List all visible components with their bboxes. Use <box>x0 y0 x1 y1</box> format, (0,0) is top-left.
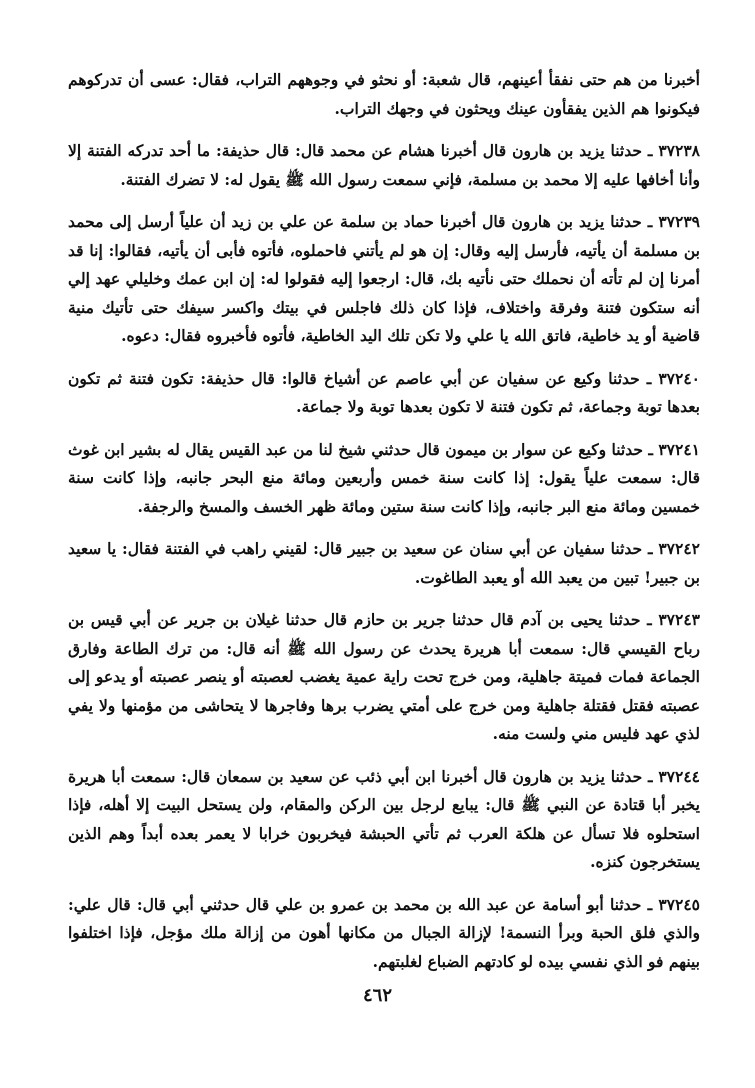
hadith-37241: ٣٧٢٤١ ـ حدثنا وكيع عن سوار بن ميمون قال حدثني شيخ لنا من عبد القيس يقال له بشير ابن غوث قال: سمعت علياً يقول: إذا كانت سنة خمس وأربعين ومائة منع البحر جانبه، وإذا كانت سنة خمسين ومائة منع البر جانبه، وإذا كانت سنة ستين ومائة ظهر الخسف والمسخ والرجفة. <box>68 439 700 516</box>
hadith-37245: ٣٧٢٤٥ ـ حدثنا أبو أسامة عن عبد الله بن محمد بن عمرو بن علي قال حدثني أبي قال: قال علي: والذي فلق الحبة وبرأ النسمة! لإزالة الجبال من مكانها أهون من إزالة ملك مؤجل، فإذا اختلفوا بينهم فو الذي نفسي بيده لو كادتهم الضباع لغلبتهم. <box>68 894 700 971</box>
page-body <box>68 66 700 990</box>
hadith-37240: ٣٧٢٤٠ ـ حدثنا وكيع عن سفيان عن أبي عاصم عن أشياخ قالوا: قال حذيفة: تكون فتنة ثم تكون بعدها توبة وجماعة، ثم تكون فتنة لا تكون بعدها توبة ولا جماعة. <box>68 368 700 416</box>
hadith-37244: ٣٧٢٤٤ ـ حدثنا يزيد بن هارون قال أخبرنا ابن أبي ذئب عن سعيد بن سمعان قال: سمعت أبا هريرة يخبر أبا قتادة عن النبي ﷺ قال: يبايع لرجل بين الركن والمقام، ولن يستحل البيت إلا أهله، فإذا استحلوه فلا تسأل عن هلكة العرب ثم تأتي الحبشة فيخربون خرابا لا يعمر بعده أبداً وهم الذين يستخرجون كنزه. <box>68 766 700 871</box>
page-number: ٤٦٢ <box>362 985 392 1006</box>
hadith-37238: ٣٧٢٣٨ ـ حدثنا يزيد بن هارون قال أخبرنا هشام عن محمد قال: قال حذيفة: ما أحد تدركه الفتنة إلا وأنا أخافها عليه إلا محمد بن مسلمة، فإني سمعت رسول الله ﷺ يقول له: لا تضرك الفتنة. <box>68 141 700 189</box>
hadith-37242: ٣٧٢٤٢ ـ حدثنا سفيان عن أبي سنان عن سعيد بن جبير قال: لقيني راهب في الفتنة فقال: يا سعيد بن جبير! تبين من يعبد الله أو يعبد الطاغوت. <box>68 539 700 587</box>
hadith-37239: ٣٧٢٣٩ ـ حدثنا يزيد بن هارون قال أخبرنا حماد بن سلمة عن علي بن زيد أن علياً أرسل إلى محمد بن مسلمة أن يأتيه، فأرسل إليه وقال: إن هو لم يأتني فاحملوه، فأتوه فأبى أن يأتيه، فقالوا: إنا قد أمرنا إن لم تأته أن نحملك حتى نأتيه بك، قال: ارجعوا إليه فقولوا له: إن ابن عمك وخليلي عهد إلي أنه ستكون فتنة وفرقة واختلاف، فإذا كان ذلك فاجلس في بيتك واكسر سيفك حتى تأتيك منية قاضية أو يد خاطية، فاتق الله يا علي ولا تكن تلك اليد الخاطية، فأتوه فأخبروه فقال: دعوه. <box>68 212 700 345</box>
paragraph-continuation: أخبرنا من هم حتى نفقأ أعينهم، قال شعبة: أو نحثو في وجوههم التراب، فقال: عسى أن تدركوهم فيكونوا هم الذين يفقأون عينك ويحثون في وجهك التراب. <box>68 70 700 118</box>
hadith-37243: ٣٧٢٤٣ ـ حدثنا يحيى بن آدم قال حدثنا جرير بن حازم قال حدثنا غيلان بن جرير عن أبي قيس بن رباح القيسي قال: سمعت أبا هريرة يحدث عن رسول الله ﷺ أنه قال: من ترك الطاعة وفارق الجماعة فمات فميتة جاهلية، ومن خرج تحت راية عمية يغضب لعصبته أو ينصر عصبته أو يدعو إلى عصبته فقتل فقتلة جاهلية ومن خرج على أمتي يضرب برها وفاجرها لا يتحاشى من مؤمنها ولا يفي لذي عهد فليس مني ولست منه. <box>68 610 700 743</box>
